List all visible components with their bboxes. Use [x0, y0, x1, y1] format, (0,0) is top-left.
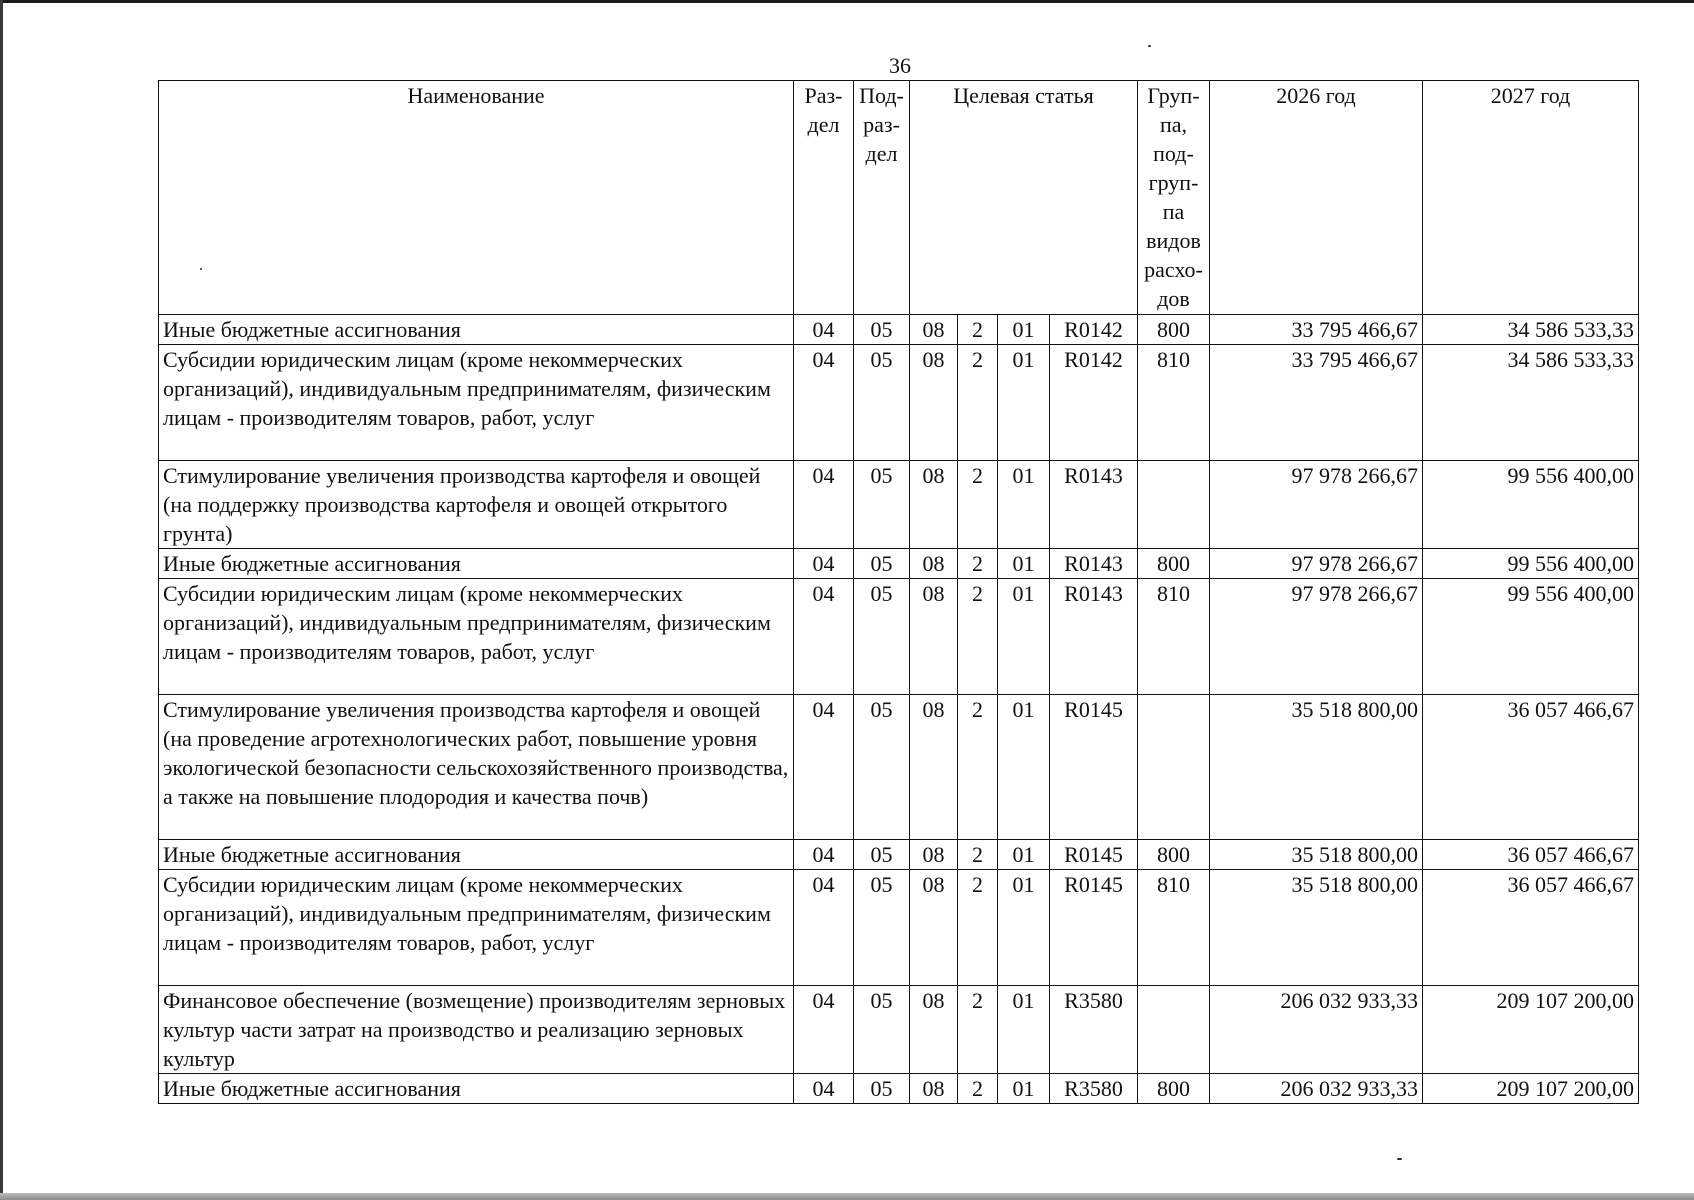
table-cell-amount-2027: 99 556 400,00 — [1423, 579, 1639, 695]
table-cell-amount-2026: 206 032 933,33 — [1210, 1074, 1423, 1104]
table-cell-podrazdel: 05 — [854, 345, 910, 461]
table-cell-target-program: 08 — [910, 549, 958, 579]
table-cell-target-event: 01 — [998, 345, 1050, 461]
table-row — [159, 461, 1639, 549]
table-cell-expense-group — [1138, 695, 1210, 840]
table-cell-name: Финансовое обеспечение (возмещение) производителям зерновых культур части затрат на производство и реализацию зерновых культур — [159, 986, 794, 1074]
table-cell-target-subprogram: 2 — [958, 1074, 998, 1104]
table-cell-amount-2027: 36 057 466,67 — [1423, 695, 1639, 840]
table-cell-name: Субсидии юридическим лицам (кроме некоммерческих организаций), индивидуальным предпринимателям, физическим лицам - производителям товаров, работ, услуг — [159, 579, 794, 695]
table-cell-amount-2027: 34 586 533,33 — [1423, 315, 1639, 345]
table-cell-razdel: 04 — [794, 345, 854, 461]
table-row — [159, 1074, 1639, 1104]
table-cell-amount-2026: 97 978 266,67 — [1210, 579, 1423, 695]
table-cell-target-program: 08 — [910, 986, 958, 1074]
scan-border-bottom — [0, 1193, 1694, 1200]
table-cell-podrazdel: 05 — [854, 315, 910, 345]
table-cell-name: Иные бюджетные ассигнования — [159, 315, 794, 345]
table-cell-expense-group — [1138, 986, 1210, 1074]
scan-border-left — [0, 0, 3, 1200]
header-expense-group: Груп- па, под- груп- па видов расхо- дов — [1138, 81, 1210, 315]
table-cell-amount-2026: 97 978 266,67 — [1210, 549, 1423, 579]
header-razdel: Раз- дел — [794, 81, 854, 315]
table-cell-name: Иные бюджетные ассигнования — [159, 549, 794, 579]
table-cell-name: Стимулирование увеличения производства картофеля и овощей (на проведение агротехнологических работ, повышение уровня экологической безопасности сельскохозяйственного производства, а также на повышение плодородия и качества почв) — [159, 695, 794, 840]
table-cell-target-event: 01 — [998, 840, 1050, 870]
table-cell-target-subprogram: 2 — [958, 461, 998, 549]
table-cell-target-event: 01 — [998, 986, 1050, 1074]
table-cell-amount-2026: 33 795 466,67 — [1210, 315, 1423, 345]
table-cell-name: Иные бюджетные ассигнования — [159, 1074, 794, 1104]
table-cell-amount-2027: 209 107 200,00 — [1423, 986, 1639, 1074]
table-cell-podrazdel: 05 — [854, 870, 910, 986]
table-cell-podrazdel: 05 — [854, 695, 910, 840]
table-cell-amount-2027: 34 586 533,33 — [1423, 345, 1639, 461]
table-cell-razdel: 04 — [794, 840, 854, 870]
table-header-row — [159, 81, 1639, 315]
table-cell-target-program: 08 — [910, 870, 958, 986]
table-row — [159, 870, 1639, 986]
table-cell-name: Субсидии юридическим лицам (кроме некоммерческих организаций), индивидуальным предпринимателям, физическим лицам - производителям товаров, работ, услуг — [159, 345, 794, 461]
table-cell-amount-2027: 99 556 400,00 — [1423, 549, 1639, 579]
table-cell-amount-2026: 33 795 466,67 — [1210, 345, 1423, 461]
table-cell-target-program: 08 — [910, 579, 958, 695]
table-cell-expense-group: 810 — [1138, 870, 1210, 986]
table-cell-target-subprogram: 2 — [958, 870, 998, 986]
table-row — [159, 345, 1639, 461]
table-cell-expense-group: 800 — [1138, 840, 1210, 870]
table-cell-amount-2027: 36 057 466,67 — [1423, 840, 1639, 870]
table-cell-target-direction: R0145 — [1050, 870, 1138, 986]
table-row — [159, 986, 1639, 1074]
table-cell-target-subprogram: 2 — [958, 695, 998, 840]
table-cell-razdel: 04 — [794, 870, 854, 986]
table-cell-target-event: 01 — [998, 579, 1050, 695]
table-cell-target-event: 01 — [998, 1074, 1050, 1104]
header-year-2027: 2027 год — [1423, 81, 1639, 315]
table-cell-name: Иные бюджетные ассигнования — [159, 840, 794, 870]
table-cell-amount-2026: 97 978 266,67 — [1210, 461, 1423, 549]
table-cell-amount-2026: 35 518 800,00 — [1210, 840, 1423, 870]
table-cell-target-direction: R0145 — [1050, 695, 1138, 840]
table-cell-target-program: 08 — [910, 1074, 958, 1104]
header-year-2026: 2026 год — [1210, 81, 1423, 315]
table-cell-podrazdel: 05 — [854, 579, 910, 695]
table-cell-target-subprogram: 2 — [958, 840, 998, 870]
table-cell-target-event: 01 — [998, 461, 1050, 549]
table-row — [159, 579, 1639, 695]
table-row — [159, 695, 1639, 840]
table-cell-target-event: 01 — [998, 549, 1050, 579]
table-cell-target-direction: R0143 — [1050, 461, 1138, 549]
table-cell-razdel: 04 — [794, 579, 854, 695]
table-cell-razdel: 04 — [794, 549, 854, 579]
table-cell-target-direction: R0143 — [1050, 549, 1138, 579]
table-cell-expense-group: 800 — [1138, 315, 1210, 345]
header-target-article: Целевая статья — [910, 81, 1138, 315]
table-cell-target-subprogram: 2 — [958, 549, 998, 579]
table-cell-amount-2026: 206 032 933,33 — [1210, 986, 1423, 1074]
table-cell-expense-group: 810 — [1138, 579, 1210, 695]
table-row — [159, 840, 1639, 870]
page-number: 36 — [889, 53, 911, 78]
table-cell-target-subprogram: 2 — [958, 315, 998, 345]
table-row — [159, 549, 1639, 579]
table-cell-amount-2026: 35 518 800,00 — [1210, 695, 1423, 840]
table-cell-expense-group — [1138, 461, 1210, 549]
table-cell-name: Стимулирование увеличения производства картофеля и овощей (на поддержку производства картофеля и овощей открытого грунта) — [159, 461, 794, 549]
table-cell-target-subprogram: 2 — [958, 986, 998, 1074]
table-cell-expense-group: 810 — [1138, 345, 1210, 461]
table-cell-target-direction: R3580 — [1050, 1074, 1138, 1104]
budget-table — [158, 80, 1639, 1104]
table-cell-target-direction: R0145 — [1050, 840, 1138, 870]
scan-speck — [1148, 45, 1151, 47]
table-cell-target-direction: R0143 — [1050, 579, 1138, 695]
header-name: Наименование — [159, 81, 794, 315]
table-cell-target-direction: R0142 — [1050, 345, 1138, 461]
table-cell-expense-group: 800 — [1138, 549, 1210, 579]
table-cell-target-program: 08 — [910, 840, 958, 870]
table-cell-podrazdel: 05 — [854, 986, 910, 1074]
table-cell-target-subprogram: 2 — [958, 579, 998, 695]
table-cell-target-program: 08 — [910, 695, 958, 840]
table-cell-expense-group: 800 — [1138, 1074, 1210, 1104]
table-cell-target-event: 01 — [998, 315, 1050, 345]
table-cell-amount-2027: 209 107 200,00 — [1423, 1074, 1639, 1104]
header-podrazdel: Под- раз- дел — [854, 81, 910, 315]
table-cell-razdel: 04 — [794, 315, 854, 345]
table-row — [159, 315, 1639, 345]
table-cell-target-direction: R3580 — [1050, 986, 1138, 1074]
scan-border-top — [0, 0, 1694, 3]
table-cell-razdel: 04 — [794, 1074, 854, 1104]
table-cell-amount-2027: 36 057 466,67 — [1423, 870, 1639, 986]
table-cell-podrazdel: 05 — [854, 840, 910, 870]
table-cell-target-subprogram: 2 — [958, 345, 998, 461]
table-cell-target-program: 08 — [910, 461, 958, 549]
table-cell-podrazdel: 05 — [854, 461, 910, 549]
table-cell-name: Субсидии юридическим лицам (кроме некоммерческих организаций), индивидуальным предпринимателям, физическим лицам - производителям товаров, работ, услуг — [159, 870, 794, 986]
table-cell-razdel: 04 — [794, 695, 854, 840]
table-cell-podrazdel: 05 — [854, 1074, 910, 1104]
table-cell-target-event: 01 — [998, 870, 1050, 986]
table-cell-razdel: 04 — [794, 461, 854, 549]
table-cell-amount-2026: 35 518 800,00 — [1210, 870, 1423, 986]
table-cell-target-program: 08 — [910, 345, 958, 461]
table-cell-podrazdel: 05 — [854, 549, 910, 579]
table-cell-razdel: 04 — [794, 986, 854, 1074]
table-cell-target-event: 01 — [998, 695, 1050, 840]
table-cell-target-program: 08 — [910, 315, 958, 345]
scan-speck — [1397, 1158, 1402, 1160]
table-cell-target-direction: R0142 — [1050, 315, 1138, 345]
table-cell-amount-2027: 99 556 400,00 — [1423, 461, 1639, 549]
